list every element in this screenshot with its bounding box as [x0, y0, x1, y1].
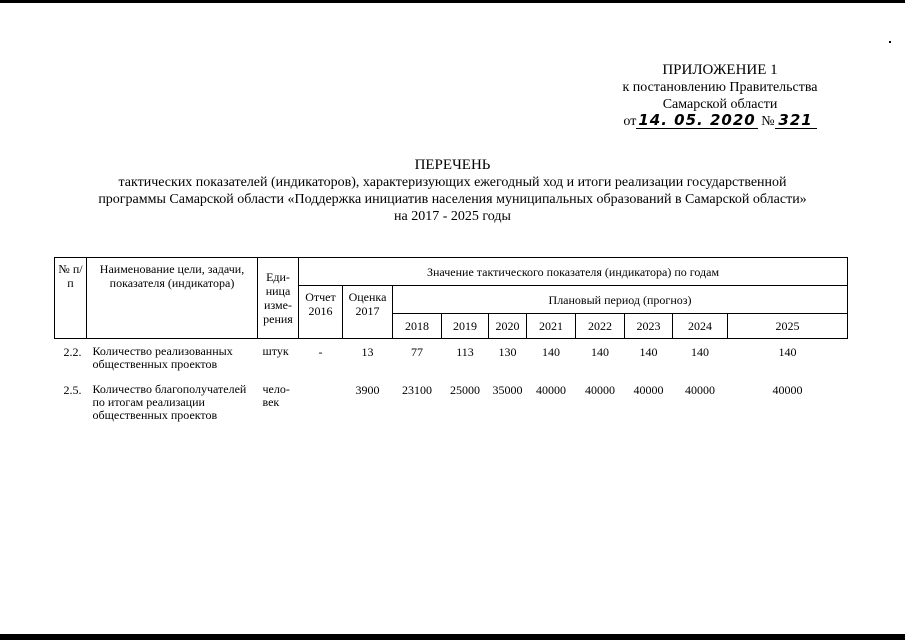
number-label: № [761, 114, 775, 129]
scan-speck [889, 41, 891, 43]
row-value: 113 [456, 345, 474, 359]
appendix-block [600, 62, 840, 130]
row-value: 140 [778, 345, 797, 359]
header-year: 2024 [673, 314, 728, 339]
from-label: от [623, 114, 637, 129]
indicators-table [54, 257, 848, 445]
header-name: Наименование цели, задачи, показателя (индикатора) [87, 258, 258, 339]
top-border [0, 0, 905, 3]
row-value: 40000 [585, 383, 615, 397]
row-value: 140 [542, 345, 560, 359]
row-value: 140 [591, 345, 609, 359]
handwritten-number: 321 [775, 113, 817, 129]
row-unit: штук [262, 344, 289, 358]
header-year: 2018 [393, 314, 442, 339]
document-heading [40, 157, 865, 225]
row-unit: чело-век [262, 382, 290, 409]
heading-title: ПЕРЕЧЕНЬ [414, 157, 491, 173]
appendix-line-2: Самарской области [662, 97, 778, 112]
row-value: 40000 [772, 383, 803, 397]
appendix-line-1: к постановлению Правительства [622, 80, 818, 95]
header-year: 2019 [442, 314, 489, 339]
header-report-2016: Отчет 2016 [299, 286, 343, 339]
row-value: 35000 [492, 383, 523, 397]
row-number: 2.5. [63, 383, 82, 397]
header-year: 2021 [527, 314, 576, 339]
row-value: 40000 [633, 383, 664, 397]
heading-line-2: программы Самарской области «Поддержка инициатив населения муниципальных образований в Самарской области» [98, 192, 807, 207]
bottom-border [0, 634, 905, 640]
row-name: Количество реализованных общественных проектов [92, 344, 233, 371]
appendix-title: ПРИЛОЖЕНИЕ 1 [662, 62, 778, 78]
header-year: 2022 [576, 314, 625, 339]
header-year: 2025 [728, 314, 848, 339]
heading-line-1: тактических показателей (индикаторов), характеризующих ежегодный ход и итоги реализации государственной [118, 175, 787, 190]
row-value: 25000 [450, 383, 480, 397]
heading-line-3: на 2017 - 2025 годы [394, 209, 511, 224]
header-estimate-2017: Оценка 2017 [343, 286, 393, 339]
row-value: 77 [411, 345, 423, 359]
row-value: 140 [691, 345, 709, 359]
row-number: 2.2. [63, 345, 82, 359]
row-report-2016: - [318, 345, 323, 359]
header-values: Значение тактического показателя (индикатора) по годам [299, 258, 848, 286]
header-plan-period: Плановый период (прогноз) [393, 286, 848, 314]
row-value: 40000 [685, 383, 715, 397]
row-name: Количество благополучателей по итогам реализации общественных проектов [92, 382, 247, 422]
handwritten-date: 14. 05. 2020 [638, 111, 756, 129]
row-value: 40000 [536, 383, 566, 397]
header-unit: Еди-ница изме-рения [258, 258, 299, 339]
row-estimate-2017: 3900 [355, 383, 380, 397]
table-row [55, 343, 848, 381]
row-value: 140 [639, 345, 658, 359]
appendix-date-line [600, 113, 840, 130]
table-row [55, 381, 848, 445]
header-year: 2020 [489, 314, 527, 339]
header-number: № п/п [55, 258, 87, 339]
row-value: 130 [498, 345, 517, 359]
row-report-2016 [299, 381, 343, 445]
row-value: 23100 [402, 383, 432, 397]
row-estimate-2017: 13 [361, 345, 374, 359]
header-year: 2023 [625, 314, 673, 339]
